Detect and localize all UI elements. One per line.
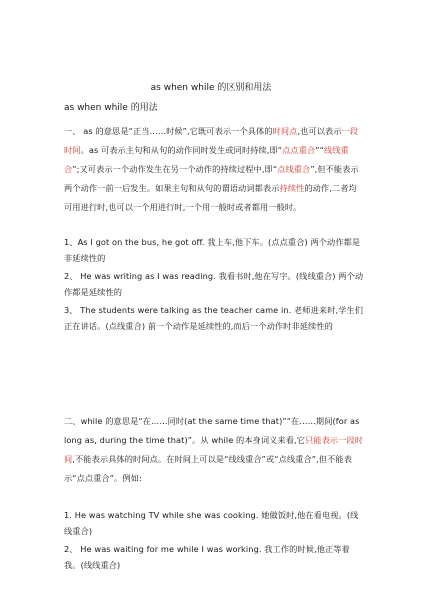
text-run: ”;又可表示一个动作发生在另一个动作的持续过程中,即“	[72, 164, 278, 174]
text-run: ,不能表示具体的时间点。在时间上可以是“线线重合”或“点线重合”,但不能表示“点点重合”。例如:	[64, 454, 352, 483]
section2-intro-paragraph	[64, 412, 364, 488]
section2-example-1: 1. He was watching TV while she was cooking. 她做饭时,他在看电视。(线线重合)	[64, 510, 359, 536]
section1-example-1: 1、As I got on the bus, he got off. 我上车,他下车。(点点重合) 两个动作都是非延续性的	[64, 237, 361, 263]
text-run: ,也可以表示	[297, 126, 342, 136]
text-run: ”“	[315, 145, 324, 155]
section1-example-2: 2、 He was writing as I was reading. 我看书时,他在写字。(线线重合) 两个动作都是延续性的	[64, 271, 364, 297]
text-run: 的动作,二者均可用进行时,也可以一个用进行时,一个用一般时或者都用一般时。	[64, 183, 357, 212]
section1-intro-paragraph	[64, 122, 364, 217]
page-title: as when while 的区别和用法	[150, 83, 272, 93]
highlighted-term: 一段时间	[64, 126, 359, 155]
highlighted-term: 点线重合	[277, 164, 311, 174]
section2-example-2: 2、 He was waiting for me while I was working. 我工作的时候,他正等着我。(线线重合)	[64, 544, 350, 570]
text-run: 。as 可表示主句和从句的动作同时发生或同时持续,即“	[80, 145, 283, 155]
highlighted-term: 只能表示一段时间	[64, 435, 364, 464]
text-run: 二、while 的意思是“在……同时(at the same time that)”“在……期间(for as long as, during the time that)”。从 while 的本身词义来看,它	[64, 416, 360, 445]
highlighted-term: 时间点	[272, 126, 298, 136]
highlighted-term: 点点重合	[282, 145, 316, 155]
section-heading: as when while 的用法	[64, 103, 158, 113]
section1-example-3: 3、 The students were talking as the teacher came in. 老师进来时,学生们正在讲话。(点线重合) 前一个动作是延续性的,而后一个动作时非延续性的	[64, 305, 364, 331]
highlighted-term: 持续性	[279, 183, 305, 193]
text-run: ”,但不能表示两个动作一前一后发生。如果主句和从句的谓语动词都表示	[64, 164, 359, 193]
text-run: 一、 as 的意思是“正当……时候”,它既可表示一个具体的	[64, 126, 273, 136]
highlighted-term: 线线重合	[64, 145, 349, 174]
